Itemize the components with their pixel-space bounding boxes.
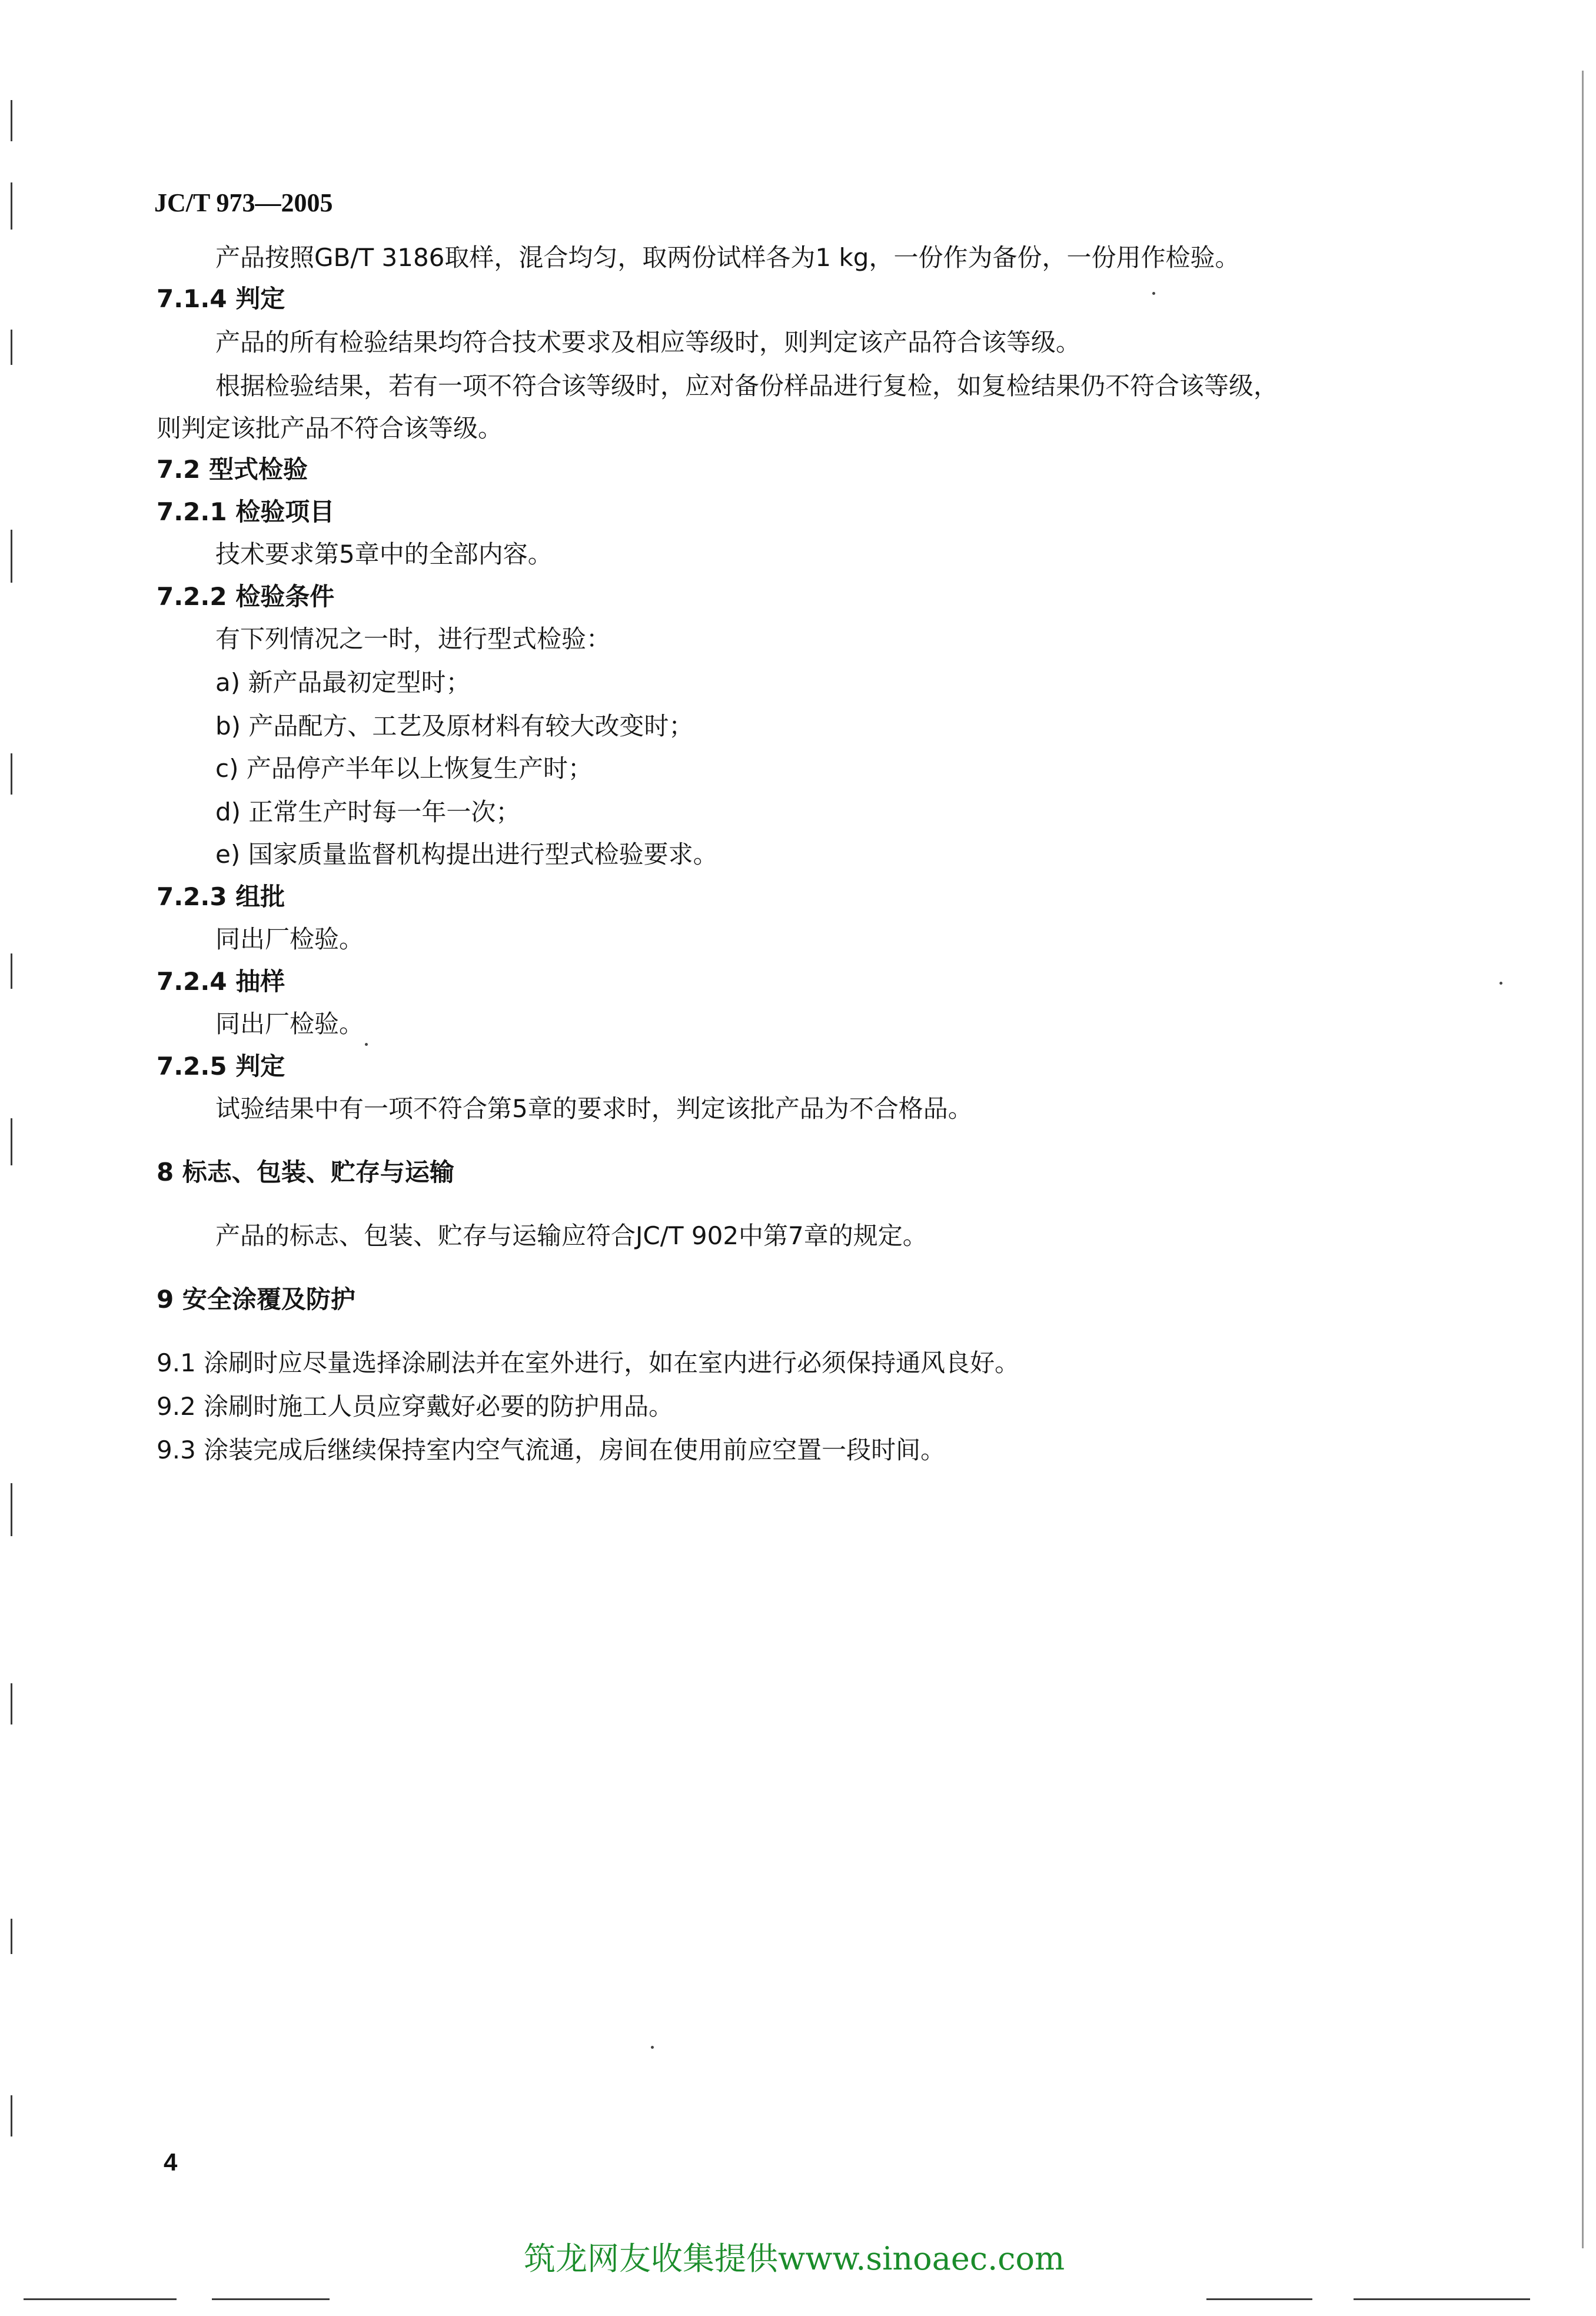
heading-7-2-1: 7.2.1 检验项目: [157, 497, 335, 526]
heading-7-1-4: 7.1.4 判定: [157, 284, 285, 313]
paragraph-7-1-4-a: 产品的所有检验结果均符合技术要求及相应等级时，则判定该产品符合该等级。: [215, 328, 1081, 357]
scan-edge-mark: [11, 2095, 12, 2136]
paragraph-7-1-4-b2: 则判定该批产品不符合该等级。: [157, 414, 503, 443]
paragraph-9-3: 9.3 涂装完成后继续保持室内空气流通，房间在使用前应空置一段时间。: [157, 1436, 946, 1464]
scan-bottom-mark: [1354, 2298, 1530, 2300]
scan-edge-mark: [11, 182, 12, 230]
heading-7-2-3: 7.2.3 组批: [157, 882, 285, 911]
scan-edge-mark: [11, 753, 12, 795]
list-item: b) 产品配方、工艺及原材料有较大改变时；: [215, 712, 694, 740]
scan-edge-mark: [11, 1118, 12, 1165]
list-item: c) 产品停产半年以上恢复生产时；: [215, 754, 593, 783]
heading-7-2: 7.2 型式检验: [157, 455, 308, 484]
page-number: 4: [164, 2148, 178, 2176]
heading-7-2-5: 7.2.5 判定: [157, 1052, 285, 1081]
heading-9: 9 安全涂覆及防护: [157, 1285, 355, 1314]
paragraph-7-2-3: 同出厂检验。: [215, 925, 364, 953]
scan-edge-mark: [11, 1683, 12, 1724]
list-item: d) 正常生产时每一年一次；: [215, 798, 521, 826]
list-item: e) 国家质量监督机构提出进行型式检验要求。: [215, 840, 718, 869]
heading-7-2-4: 7.2.4 抽样: [157, 967, 285, 996]
paragraph-7-2-5: 试验结果中有一项不符合第5章的要求时，判定该批产品为不合格品。: [215, 1094, 973, 1123]
scan-edge-mark: [11, 100, 12, 141]
heading-8: 8 标志、包装、贮存与运输: [157, 1158, 454, 1187]
paragraph-sampling: 产品按照GB/T 3186取样，混合均匀，取两份试样各为1 kg，一份作为备份，一份用作检验。: [215, 243, 1240, 272]
paragraph-7-2-1: 技术要求第5章中的全部内容。: [215, 540, 553, 569]
scan-speck: [1152, 292, 1155, 295]
scan-speck: [1499, 982, 1502, 985]
scan-edge-mark: [11, 330, 12, 365]
standard-number: JC/T 973—2005: [154, 188, 333, 217]
paragraph-7-1-4-b1: 根据检验结果，若有一项不符合该等级时，应对备份样品进行复检，如复检结果仍不符合该等级，: [215, 371, 1279, 400]
paragraph-7-2-4: 同出厂检验。: [215, 1009, 364, 1038]
scan-edge-mark: [11, 953, 12, 989]
paragraph-8: 产品的标志、包装、贮存与运输应符合JC/T 902中第7章的规定。: [215, 1221, 927, 1250]
paragraph-9-2: 9.2 涂刷时施工人员应穿戴好必要的防护用品。: [157, 1392, 674, 1421]
list-item: a) 新产品最初定型时；: [215, 668, 471, 697]
watermark-text: 筑龙网友收集提供www.sinoaec.com: [524, 2240, 1065, 2277]
scan-speck: [365, 1043, 368, 1046]
scan-edge-mark: [11, 1483, 12, 1536]
paragraph-7-2-2: 有下列情况之一时，进行型式检验：: [215, 624, 611, 653]
scan-bottom-mark: [1206, 2298, 1312, 2300]
scan-bottom-mark: [24, 2298, 177, 2300]
paragraph-9-1: 9.1 涂刷时应尽量选择涂刷法并在室外进行，如在室内进行必须保持通风良好。: [157, 1348, 1020, 1377]
scan-bottom-mark: [212, 2298, 330, 2300]
scan-edge-mark: [11, 530, 12, 583]
heading-7-2-2: 7.2.2 检验条件: [157, 582, 335, 611]
scan-speck: [651, 2046, 654, 2049]
scan-edge-mark: [1582, 71, 1584, 2248]
scan-edge-mark: [11, 1919, 12, 1954]
